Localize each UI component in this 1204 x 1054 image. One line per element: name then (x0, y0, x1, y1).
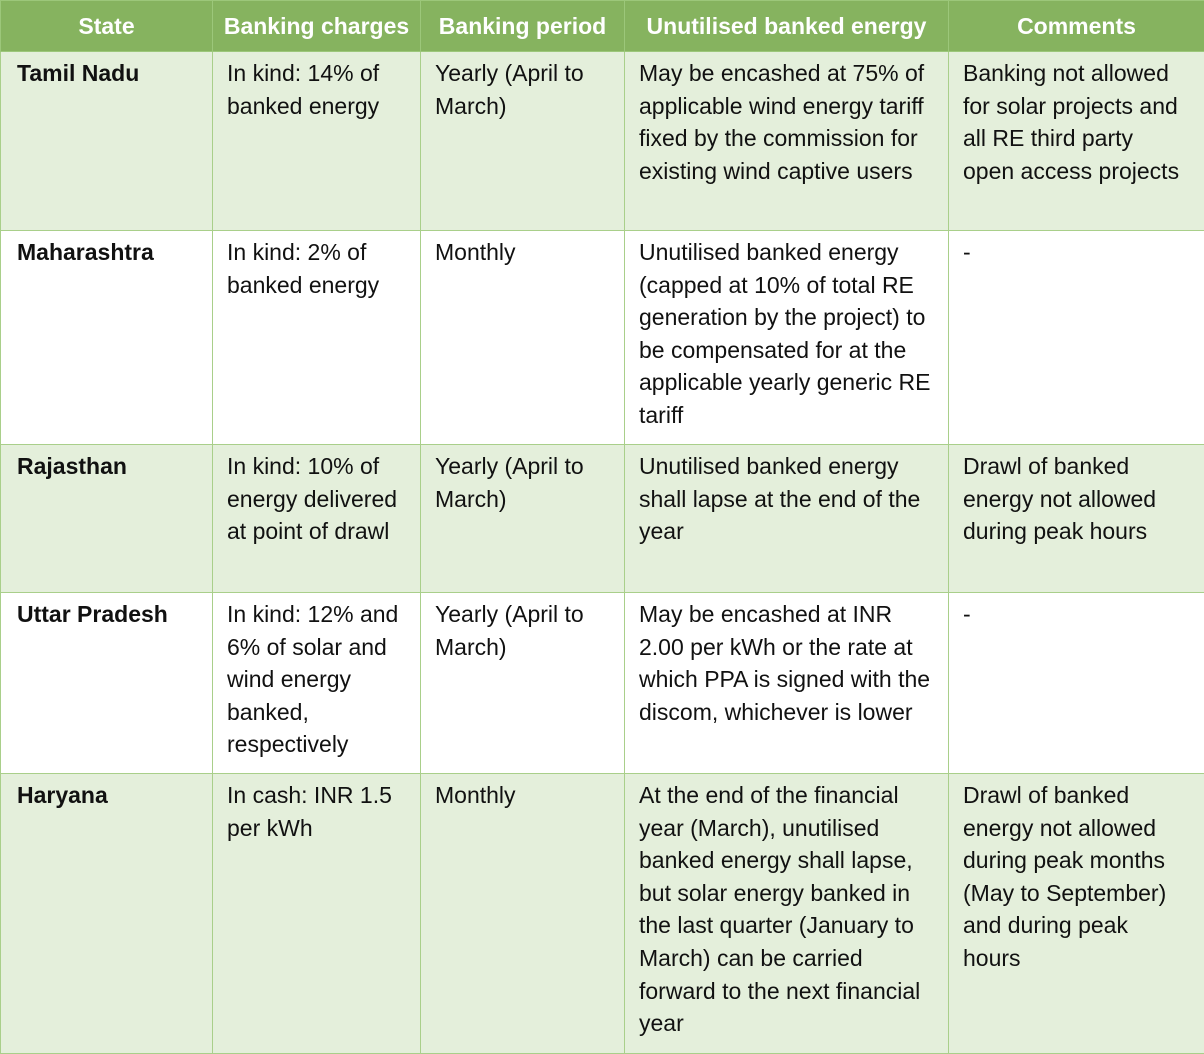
unutilised-energy-cell: Unutilised banked energy (capped at 10% of total RE generation by the project) to be compensated for at the applicable yearly generic RE tariff (625, 231, 949, 445)
table-row (1, 231, 1204, 445)
header-banking-charges: Banking charges (213, 1, 421, 52)
banking-period-cell: Yearly (April to March) (421, 445, 625, 593)
header-row (1, 1, 1204, 52)
table-row (1, 52, 1204, 231)
header-unutilised-banked-energy: Unutilised banked energy (625, 1, 949, 52)
unutilised-energy-cell: Unutilised banked energy shall lapse at the end of the year (625, 445, 949, 593)
table-row (1, 593, 1204, 774)
unutilised-energy-cell: May be encashed at INR 2.00 per kWh or the rate at which PPA is signed with the discom, whichever is lower (625, 593, 949, 774)
comments-cell: - (949, 593, 1204, 774)
comments-cell: - (949, 231, 1204, 445)
table-row (1, 445, 1204, 593)
unutilised-energy-cell: At the end of the financial year (March), unutilised banked energy shall lapse, but solar energy banked in the last quarter (January to March) can be carried forward to the next financial year (625, 774, 949, 1054)
state-cell: Tamil Nadu (1, 52, 213, 231)
banking-charges-cell: In kind: 10% of energy delivered at point of drawl (213, 445, 421, 593)
banking-period-cell: Yearly (April to March) (421, 593, 625, 774)
table-body (1, 52, 1204, 1054)
header-comments: Comments (949, 1, 1204, 52)
unutilised-energy-cell: May be encashed at 75% of applicable wind energy tariff fixed by the commission for existing wind captive users (625, 52, 949, 231)
comments-cell: Drawl of banked energy not allowed during peak months (May to September) and during peak hours (949, 774, 1204, 1054)
banking-charges-cell: In kind: 14% of banked energy (213, 52, 421, 231)
state-cell: Uttar Pradesh (1, 593, 213, 774)
header-banking-period: Banking period (421, 1, 625, 52)
banking-period-cell: Yearly (April to March) (421, 52, 625, 231)
table-row (1, 774, 1204, 1054)
state-cell: Maharashtra (1, 231, 213, 445)
banking-charges-cell: In cash: INR 1.5 per kWh (213, 774, 421, 1054)
comments-cell: Banking not allowed for solar projects and all RE third party open access projects (949, 52, 1204, 231)
banking-charges-cell: In kind: 2% of banked energy (213, 231, 421, 445)
comments-cell: Drawl of banked energy not allowed during peak hours (949, 445, 1204, 593)
header-state: State (1, 1, 213, 52)
banking-period-cell: Monthly (421, 774, 625, 1054)
state-cell: Haryana (1, 774, 213, 1054)
banking-period-cell: Monthly (421, 231, 625, 445)
banking-charges-cell: In kind: 12% and 6% of solar and wind energy banked, respectively (213, 593, 421, 774)
state-cell: Rajasthan (1, 445, 213, 593)
table-header (1, 1, 1204, 52)
